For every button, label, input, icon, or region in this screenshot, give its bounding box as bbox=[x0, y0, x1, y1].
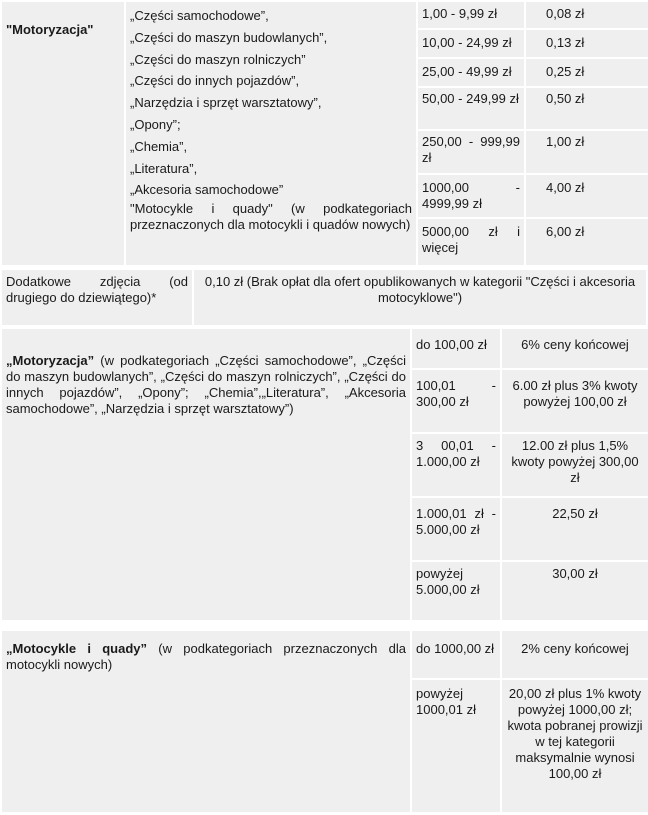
commission-table-motocykle bbox=[0, 629, 648, 814]
subcategory-list bbox=[126, 2, 416, 265]
fee-cell: 1,00 zł bbox=[526, 131, 648, 173]
fee-cell: 6,00 zł bbox=[526, 219, 648, 265]
fee-cell: 6% ceny końcowej bbox=[502, 329, 648, 368]
category-subcategories: (w podkategoriach przeznaczonych dla motocykli nowych) bbox=[6, 641, 406, 672]
price-range-cell: 25,00 - 49,99 zł bbox=[418, 59, 524, 86]
subcategory-item: „Części do innych pojazdów”, bbox=[130, 73, 300, 89]
subcategory-item: „Narzędzia i sprzęt warsztatowy”, bbox=[130, 95, 322, 111]
price-range-cell: 10,00 - 24,99 zł bbox=[418, 30, 524, 57]
fee-cell: 6.00 zł plus 3% kwoty powyżej 100,00 zł bbox=[502, 370, 648, 432]
price-range-cell: 250,00 - 999,99 zł bbox=[418, 131, 524, 173]
fee-cell: 2% ceny końcowej bbox=[502, 631, 648, 678]
fee-cell: 0,08 zł bbox=[526, 2, 648, 28]
price-range-cell: 100,01 - 300,00 zł bbox=[412, 370, 500, 432]
fee-cell: 30,00 zł bbox=[502, 562, 648, 620]
fee-cell: 22,50 zł bbox=[502, 498, 648, 560]
category-subcategories: (w podkategoriach „Części samochodowe”, „Części do maszyn budowlanych”, „Części do maszyn rolniczych”, „Części do innych pojazdów”, „Opony”; „Chemia”,„Literatura”, „Akcesoria samochodowe”, „Narzędzia i sprzęt warsztatowy”) bbox=[6, 353, 406, 416]
fee-cell: 0,25 zł bbox=[526, 59, 648, 86]
commission-table-motoryzacja bbox=[0, 327, 648, 622]
category-name: „Motoryzacja” bbox=[6, 353, 95, 368]
subcategory-item: „Części do maszyn budowlanych”, bbox=[130, 29, 328, 45]
extra-photos-fee: 0,10 zł (Brak opłat dla ofert opublikowanych w kategorii "Części i akcesoria motocyklowe") bbox=[194, 270, 646, 325]
price-range-cell: 1,00 - 9,99 zł bbox=[418, 2, 524, 28]
subcategory-item: „Części samochodowe”, bbox=[130, 8, 269, 23]
fee-cell: 0,13 zł bbox=[526, 30, 648, 57]
price-range-cell: 1000,00 - 4999,99 zł bbox=[418, 175, 524, 217]
subcategory-item: „Części do maszyn rolniczych” bbox=[130, 51, 306, 67]
price-range-cell: 3 00,01 - 1.000,00 zł bbox=[412, 434, 500, 496]
fee-cell: 0,50 zł bbox=[526, 88, 648, 129]
price-range-cell: powyżej 5.000,00 zł bbox=[412, 562, 500, 620]
price-range-cell: do 1000,00 zł bbox=[412, 631, 500, 678]
price-range-cell: powyżej 1000,01 zł bbox=[412, 680, 500, 812]
subcategory-item: „Opony”; bbox=[130, 116, 181, 132]
fee-cell: 12.00 zł plus 1,5% kwoty powyżej 300,00 zł bbox=[502, 434, 648, 496]
fee-cell: 4,00 zł bbox=[526, 175, 648, 217]
fee-cell: 20,00 zł plus 1% kwoty powyżej 1000,00 zł; kwota pobranej prowizji w tej kategorii maksymalnie wynosi 100,00 zł bbox=[502, 680, 648, 812]
extra-photos-table bbox=[0, 268, 648, 327]
subcategory-item: „Literatura”, bbox=[130, 160, 198, 176]
extra-photos-label: Dodatkowe zdjęcia (od drugiego do dziewiątego)* bbox=[2, 270, 192, 325]
category-description bbox=[2, 631, 410, 812]
price-range-cell: 5000,00 zł i więcej bbox=[418, 219, 524, 265]
subcategory-item: "Motocykle i quady" (w podkategoriach przeznaczonych dla motocykli i quadów nowych) bbox=[130, 201, 412, 233]
listing-fee-table bbox=[0, 0, 648, 267]
category-cell bbox=[2, 2, 124, 265]
subcategory-item: „Akcesoria samochodowe” bbox=[130, 182, 284, 198]
price-range-cell: do 100,00 zł bbox=[412, 329, 500, 368]
category-name: „Motocykle i quady” bbox=[6, 641, 148, 656]
price-range-cell: 1.000,01 zł - 5.000,00 zł bbox=[412, 498, 500, 560]
category-motoryzacja: "Motoryzacja" bbox=[6, 22, 94, 37]
category-description bbox=[2, 329, 410, 620]
subcategory-item: „Chemia”, bbox=[130, 138, 188, 154]
price-range-cell: 50,00 - 249,99 zł bbox=[418, 88, 524, 129]
